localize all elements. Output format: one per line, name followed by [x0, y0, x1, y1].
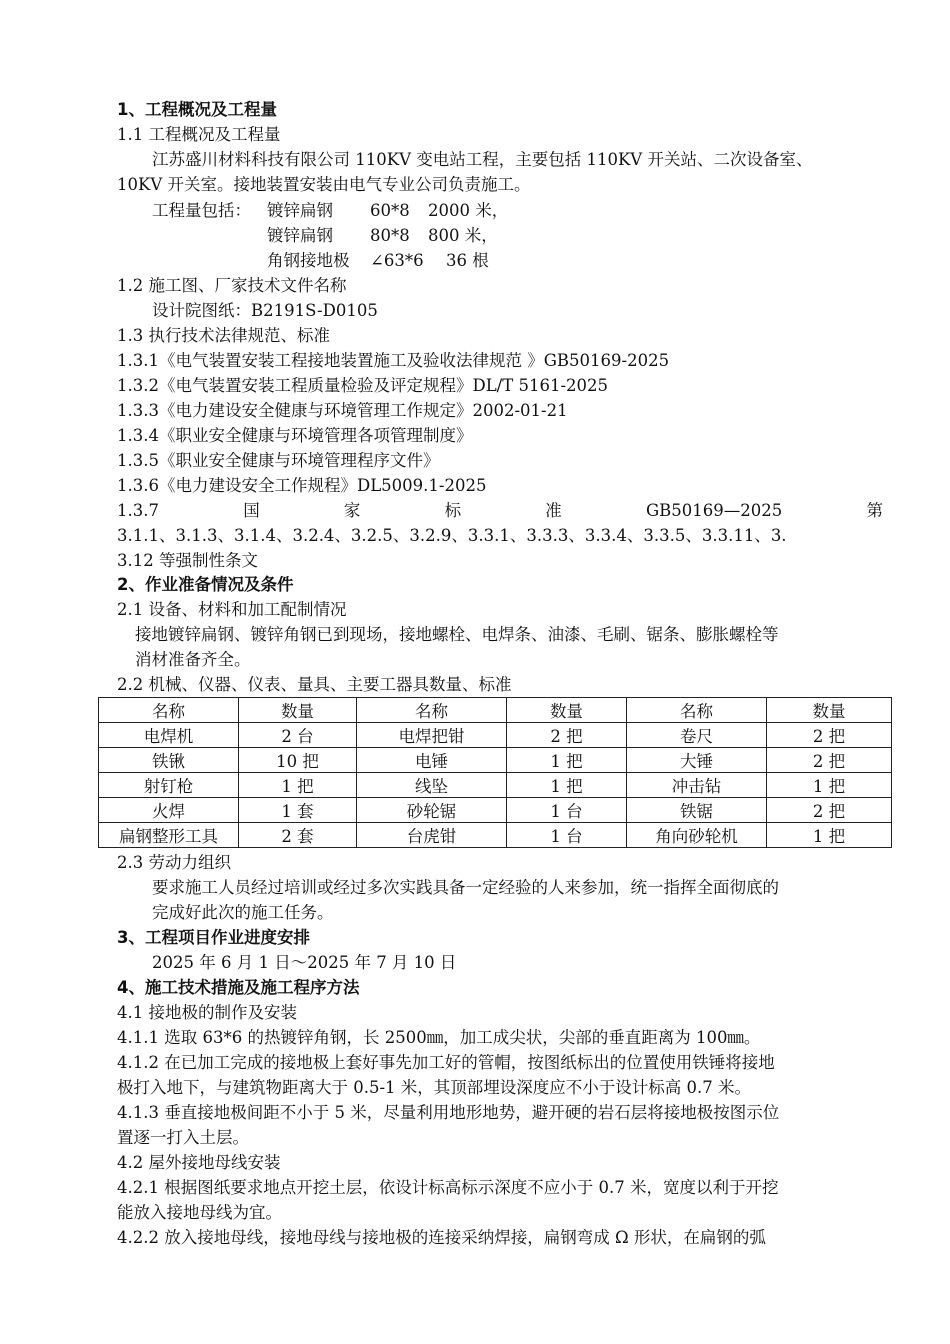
- standard-item: 1.3.5《职业安全健康与环境管理程序文件》: [117, 451, 440, 470]
- table-cell: 电锤: [357, 748, 507, 773]
- column-header: 名称: [627, 698, 767, 723]
- table-cell: 冲击钻: [627, 773, 767, 798]
- quantity-amount: 800 米，: [428, 226, 498, 245]
- table-cell: 火焊: [99, 798, 239, 823]
- table-cell: 1 台: [507, 798, 627, 823]
- section1-heading: 1、工程概况及工程量: [117, 100, 277, 119]
- standard-1-3-7-part: 1.3.7: [117, 501, 159, 520]
- paragraph-4-2-1-line-2: 能放入接地母线为宜。: [117, 1203, 282, 1222]
- drawing-reference: 设计院图纸：B2191S-D0105: [152, 301, 378, 320]
- section2-heading: 2、作业准备情况及条件: [117, 575, 294, 594]
- table-row: [99, 748, 892, 773]
- standard-1-3-7-clauses: 3.1.1、3.1.3、3.1.4、3.2.4、3.2.5、3.2.9、3.3.1、3.3.3、3.3.4、3.3.5、3.3.11、3.: [117, 526, 787, 545]
- table-cell: 2 台: [239, 723, 357, 748]
- paragraph-4-2-2-line-1: 4.2.2 放入接地母线，接地母线与接地极的连接采纳焊接，扁钢弯成 Ω 形状，在扁钢的弧: [117, 1228, 766, 1247]
- quantity-spec: 60*8: [370, 201, 410, 220]
- paragraph-4-1-3-line-2: 置逐一打入土层。: [117, 1128, 249, 1147]
- column-header: 数量: [507, 698, 627, 723]
- table-row: [99, 723, 892, 748]
- quantity-name: 镀锌扁钢: [267, 226, 333, 245]
- table-cell: 台虎钳: [357, 823, 507, 848]
- standard-1-3-7-part: 标: [444, 501, 462, 520]
- standard-1-3-7-tail: 3.12 等强制性条文: [117, 551, 258, 570]
- section3-heading: 3、工程项目作业进度安排: [117, 928, 310, 947]
- table-cell: 铁锯: [627, 798, 767, 823]
- materials-line-2: 消材准备齐全。: [135, 650, 251, 669]
- standard-1-3-7-part: GB50169—2025: [646, 501, 783, 520]
- quantity-label: 工程量包括：: [152, 201, 251, 220]
- table-row: [99, 773, 892, 798]
- column-header: 名称: [357, 698, 507, 723]
- table-cell: 扁钢整形工具: [99, 823, 239, 848]
- subheading-2-3: 2.3 劳动力组织: [117, 853, 231, 872]
- quantity-spec: ∠63*6: [370, 251, 424, 270]
- subheading-2-1: 2.1 设备、材料和加工配制情况: [117, 600, 347, 619]
- overview-line-2: 10KV 开关室。接地装置安装由电气专业公司负责施工。: [117, 175, 531, 194]
- overview-line-1: 江苏盛川材料科技有限公司 110KV 变电站工程，主要包括 110KV 开关站、二次设备室、: [152, 150, 813, 169]
- table-row: [99, 798, 892, 823]
- standard-item: 1.3.2《电气装置安装工程质量检验及评定规程》DL/T 5161-2025: [117, 376, 609, 395]
- standard-item: 1.3.6《电力建设安全工作规程》DL5009.1-2025: [117, 476, 487, 495]
- table-row: [99, 823, 892, 848]
- standard-1-3-7-part: 国: [243, 501, 260, 520]
- quantity-name: 角钢接地极: [267, 251, 350, 270]
- subheading-2-2: 2.2 机械、仪器、仪表、量具、主要工器具数量、标准: [117, 675, 512, 694]
- labor-line-1: 要求施工人员经过培训或经过多次实践具备一定经验的人来参加，统一指挥全面彻底的: [152, 878, 779, 897]
- table-cell: 1 把: [507, 748, 627, 773]
- section4-heading: 4、施工技术措施及施工程序方法: [117, 978, 360, 997]
- equipment-table: [98, 697, 892, 848]
- standard-item: 1.3.4《职业安全健康与环境管理各项管理制度》: [117, 426, 473, 445]
- subheading-1-1: 1.1 工程概况及工程量: [117, 125, 281, 144]
- table-cell: 1 台: [507, 823, 627, 848]
- materials-line-1: 接地镀锌扁钢、镀锌角钢已到现场，接地螺栓、电焊条、油漆、毛刷、锯条、膨胀螺栓等: [135, 625, 779, 644]
- subheading-4-2: 4.2 屋外接地母线安装: [117, 1153, 281, 1172]
- paragraph-4-1-1: 4.1.1 选取 63*6 的热镀锌角钢，长 2500㎜，加工成尖状，尖部的垂直距离为 100㎜。: [117, 1028, 761, 1047]
- column-header: 名称: [99, 698, 239, 723]
- subheading-1-2: 1.2 施工图、厂家技术文件名称: [117, 276, 347, 295]
- table-cell: 2 把: [767, 748, 892, 773]
- table-cell: 角向砂轮机: [627, 823, 767, 848]
- quantity-amount: 36 根: [446, 251, 489, 270]
- standard-1-3-7-part: 家: [343, 501, 361, 520]
- table-cell: 10 把: [239, 748, 357, 773]
- subheading-4-1: 4.1 接地极的制作及安装: [117, 1003, 297, 1022]
- table-cell: 1 把: [239, 773, 357, 798]
- column-header: 数量: [239, 698, 357, 723]
- table-cell: 2 套: [239, 823, 357, 848]
- table-cell: 2 把: [767, 723, 892, 748]
- table-cell: 2 把: [507, 723, 627, 748]
- table-header-row: [99, 698, 892, 723]
- table-cell: 1 把: [767, 773, 892, 798]
- paragraph-4-1-2-line-1: 4.1.2 在已加工完成的接地极上套好事先加工好的管帽，按图纸标出的位置使用铁锤将接地: [117, 1053, 775, 1072]
- table-cell: 射钉枪: [99, 773, 239, 798]
- table-cell: 砂轮锯: [357, 798, 507, 823]
- table-cell: 1 把: [507, 773, 627, 798]
- column-header: 数量: [767, 698, 892, 723]
- subheading-1-3: 1.3 执行技术法律规范、标准: [117, 326, 330, 345]
- table-cell: 铁锹: [99, 748, 239, 773]
- table-cell: 大锤: [627, 748, 767, 773]
- standard-1-3-7-line: [117, 500, 883, 522]
- standard-1-3-7-part: 第: [866, 501, 883, 520]
- quantity-name: 镀锌扁钢: [267, 201, 333, 220]
- paragraph-4-1-3-line-1: 4.1.3 垂直接地极间距不小于 5 米，尽量利用地形地势，避开硬的岩石层将接地极按图示位: [117, 1103, 780, 1122]
- table-cell: 2 把: [767, 798, 892, 823]
- labor-line-2: 完成好此次的施工任务。: [152, 903, 334, 922]
- quantity-amount: 2000 米，: [428, 201, 509, 220]
- standard-item: 1.3.1《电气装置安装工程接地装置施工及验收法律规范 》GB50169-2025: [117, 351, 670, 370]
- schedule-dates: 2025 年 6 月 1 日～2025 年 7 月 10 日: [152, 953, 457, 972]
- table-cell: 卷尺: [627, 723, 767, 748]
- table-cell: 线坠: [357, 773, 507, 798]
- table-cell: 电焊把钳: [357, 723, 507, 748]
- quantity-spec: 80*8: [370, 226, 410, 245]
- standard-1-3-7-part: 准: [545, 501, 562, 520]
- table-cell: 电焊机: [99, 723, 239, 748]
- paragraph-4-1-2-line-2: 极打入地下，与建筑物距离大于 0.5-1 米，其顶部埋设深度应不小于设计标高 0.7 米。: [117, 1078, 752, 1097]
- table-cell: 1 套: [239, 798, 357, 823]
- paragraph-4-2-1-line-1: 4.2.1 根据图纸要求地点开挖土层，依设计标高标示深度不应小于 0.7 米，宽度以利于开挖: [117, 1178, 779, 1197]
- table-cell: 1 把: [767, 823, 892, 848]
- standard-item: 1.3.3《电力建设安全健康与环境管理工作规定》2002-01-21: [117, 401, 568, 420]
